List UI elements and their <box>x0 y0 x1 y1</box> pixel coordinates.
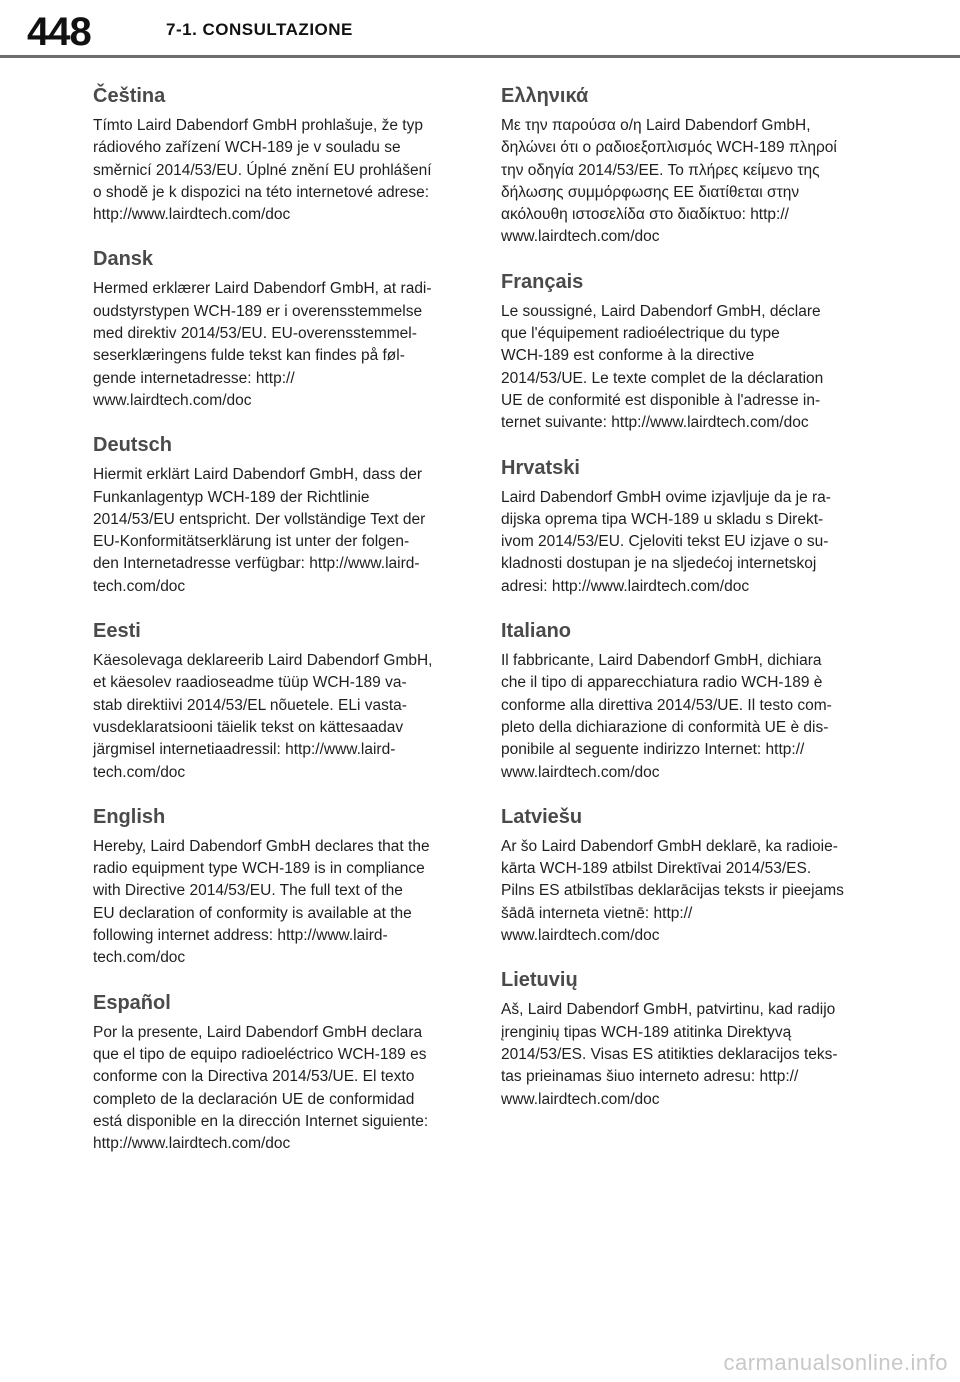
page-header <box>0 0 960 60</box>
section-body: Ar šo Laird Dabendorf GmbH deklarē, ka radioie- kārta WCH-189 atbilst Direktīvai 2014/53/ES. Pilns ES atbilstības deklarācijas teksts ir pieejams šādā interneta vietnē: http:// www.lairdtech.com/doc <box>501 837 844 945</box>
section-body: Käesolevaga deklareerib Laird Dabendorf GmbH, et käesolev raadioseadme tüüp WCH-189 va- stab direktiivi 2014/53/EL nõuetele. ELi vasta- vusdeklaratsiooni täielik tekst on kättesaadav järgmisel internetiaadressil: http://www.laird- tech.com/doc <box>93 652 433 781</box>
watermark: carmanualsonline.info <box>723 1350 948 1375</box>
section-body: Le soussigné, Laird Dabendorf GmbH, déclare que l'équipement radioélectrique du type WCH-189 est conforme à la directive 2014/53/UE. Le texte complet de la déclaration UE de conformité est disponible à l'adresse in- ternet suivante: http://www.lairdtech.com/doc <box>501 302 824 432</box>
section-espanol <box>93 987 465 1156</box>
section-body: Hermed erklærer Laird Dabendorf GmbH, at radi- oudstyrstypen WCH-189 er i overensstemmelse med direktiv 2014/53/EU. EU-overensstemmel- seserklæringens fulde tekst kan findes på føl- gende internetadresse: http:// www.lairdtech.com/doc <box>93 280 432 409</box>
section-italiano <box>501 615 869 784</box>
section-title: English <box>93 805 166 828</box>
section-title: Dansk <box>93 248 154 271</box>
section-english <box>93 801 465 970</box>
section-title: Latviešu <box>501 805 583 828</box>
section-title: Italiano <box>501 620 572 643</box>
section-title: Hrvatski <box>501 456 580 479</box>
section-eesti <box>93 615 465 784</box>
left-column <box>93 80 465 1172</box>
section-hrvatski <box>501 452 869 598</box>
section-title: Ελληνικά <box>501 85 589 107</box>
section-title: Lietuvių <box>501 969 578 992</box>
section-title: Čeština <box>93 85 166 107</box>
section-body: Με την παρούσα ο/η Laird Dabendorf GmbH, δηλώνει ότι ο ραδιοεξοπλισμός WCH-189 πληροί την οδηγία 2014/53/ΕΕ. Το πλήρες κείμενο της δήλωσης συμμόρφωσης ΕΕ διατίθεται στην ακόλουθη ιστοσελίδα στο διαδίκτυο: http:// www.lairdtech.com/doc <box>501 117 837 246</box>
section-body: Il fabbricante, Laird Dabendorf GmbH, dichiara che il tipo di apparecchiatura radio WCH-189 è conforme alla direttiva 2014/53/UE. Il testo com- pleto della dichiarazione di conformità UE è dis- ponibile al seguente indirizzo Internet: http:// www.lairdtech.com/doc <box>501 652 832 781</box>
section-latviesu <box>501 801 869 947</box>
page-number: 448 <box>27 10 91 54</box>
section-body: Por la presente, Laird Dabendorf GmbH declara que el tipo de equipo radioeléctrico WCH-189 es conforme con la Directiva 2014/53/UE. El texto completo de la declaración UE de conformidad está disponible en la dirección Internet siguiente: http://www.lairdtech.com/doc <box>93 1023 429 1153</box>
section-deutsch <box>93 429 465 598</box>
section-body: Hiermit erklärt Laird Dabendorf GmbH, dass der Funkanlagentyp WCH-189 der Richtlinie 2014/53/EU entspricht. Der vollständige Text der EU-Konformitätserklärung ist unter der folgen- den Internetadresse verfügbar: http://www.laird- tech.com/doc <box>93 466 426 595</box>
header-divider <box>0 55 960 58</box>
section-title: Deutsch <box>93 434 172 457</box>
chapter-title: 7-1. CONSULTAZIONE <box>166 20 353 39</box>
section-title: Español <box>93 991 171 1014</box>
section-francais <box>501 266 869 435</box>
section-body: Laird Dabendorf GmbH ovime izjavljuje da je ra- dijska oprema tipa WCH-189 u skladu s Direkt- ivom 2014/53/EU. Cjeloviti tekst EU izjave o su- kladnosti dostupan je na sljedećoj internetskoj adresi: http://www.lairdtech.com/doc <box>501 488 831 595</box>
section-body: Tímto Laird Dabendorf GmbH prohlašuje, že typ rádiového zařízení WCH-189 je v souladu se směrnicí 2014/53/EU. Úplné znění EU prohlášení o shodě je k dispozici na této internetové adrese: http://www.lairdtech.com/doc <box>93 117 432 224</box>
section-title: Français <box>501 270 584 293</box>
section-cestina <box>93 80 465 226</box>
section-lietuviu <box>501 964 869 1110</box>
section-body: Hereby, Laird Dabendorf GmbH declares that the radio equipment type WCH-189 is in compliance with Directive 2014/53/EU. The full text of the EU declaration of conformity is available at the following internet address: http://www.laird- tech.com/doc <box>93 837 430 967</box>
section-dansk <box>93 243 465 412</box>
section-body: Aš, Laird Dabendorf GmbH, patvirtinu, kad radijo įrenginių tipas WCH-189 atitinka Direktyvą 2014/53/ES. Visas ES atitikties deklaracijos teks- tas prieinamas šiuo interneto adresu: http:// www.lairdtech.com/doc <box>501 1001 838 1108</box>
right-column <box>501 80 869 1128</box>
section-title: Eesti <box>93 620 141 643</box>
section-ellinika <box>501 80 869 249</box>
